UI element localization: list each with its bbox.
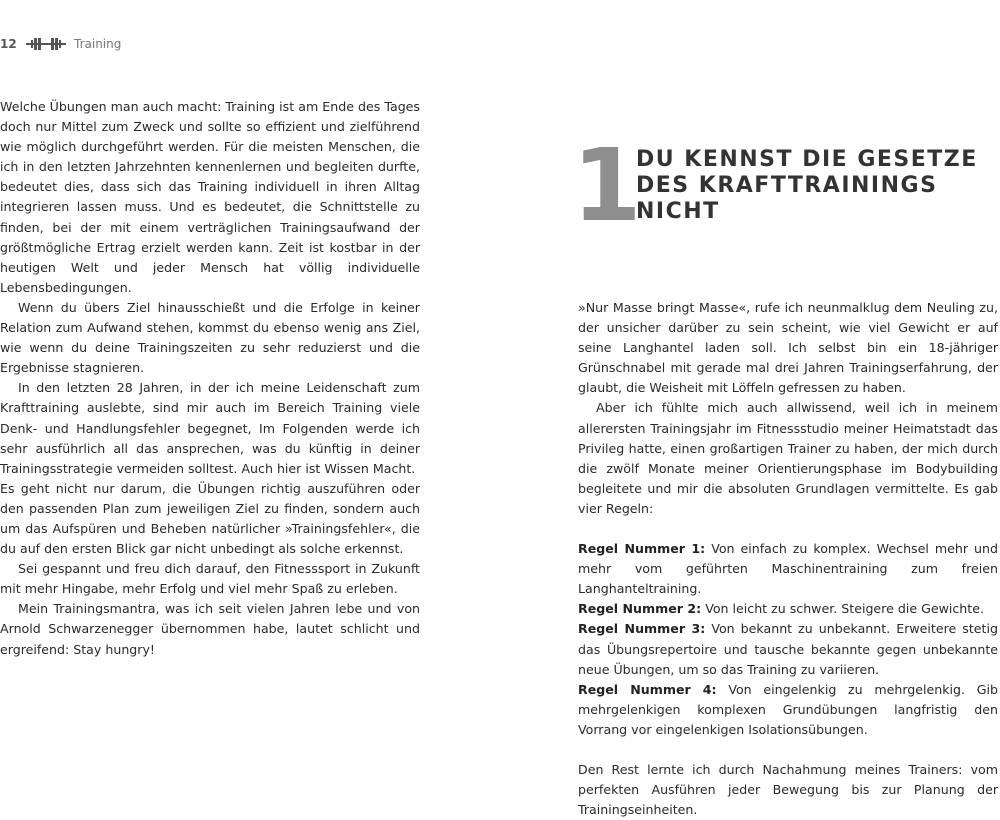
rule-text: Von einfach zu komplex. Wechsel mehr und mehr vom geführten Maschinentraining zum freien Langhanteltraining. [578, 541, 998, 597]
barbell-icon [26, 37, 66, 51]
chapter-title-line: NICHT [636, 199, 720, 224]
rule-text: Von leicht zu schwer. Steigere die Gewichte. [705, 601, 984, 617]
running-header [0, 34, 121, 54]
paragraph: Es geht nicht nur darum, die Übungen richtig auszuführen oder den passenden Plan zum jeweiligen Ziel zu finden, sondern auch um das Aufspüren und Beheben natürlicher »Trainingsfehler«, die du auf den ersten Blick gar nicht unbedingt als solche erkennst. [0, 480, 420, 557]
rule-label: Regel Nummer 2: [578, 601, 702, 617]
paragraph: »Nur Masse bringt Masse«, rufe ich neunmalklug dem Neuling zu, der unsicher darüber zu sein scheint, wie viel Gewicht er auf seine Langhantel laden soll. Ich selbst bin ein 18-jähriger Grünschnabel mit gerade mal drei Jahren Trainingserfahrung, der glaubt, die Weisheit mit Löffeln gefressen zu haben. [578, 300, 998, 396]
section-label: Training [74, 37, 122, 51]
paragraph: Welche Übungen man auch macht: Training ist am Ende des Tages doch nur Mittel zum Zweck und sollte so effizient und zielführend wie möglich durchgeführt werden. Für die meisten Menschen, die ich in den letzten Jahrzehnten kennenlernen und begleiten durfte, bedeutet dies, dass sich das Training individuell in ihren Alltag integrieren lassen muss. Und es bedeutet, die Schnittstelle zu finden, bei der mit einem verträglichen Trainingsaufwand der größtmögliche Ertrag erzielt werden kann. Zeit ist kostbar in der heutigen Welt und jeder Mensch hat völlig individuelle Lebensbedingungen. [0, 99, 420, 295]
chapter-title-line: DU KENNST DIE GESETZE [636, 147, 978, 172]
chapter-title-line: DES KRAFTTRAININGS [636, 173, 938, 198]
rule-text: Von eingelenkig zu mehrgelenkig. Gib mehrgelenkigen komplexen Grundübungen langfristig den Vorrang vor eingelenkigen Isolationsübungen. [578, 681, 998, 737]
right-text-column [578, 298, 998, 820]
rule-label: Regel Nummer 1: [578, 541, 706, 557]
paragraph: Mein Trainingsmantra, was ich seit vielen Jahren lebe und von Arnold Schwarzenegger übernommen habe, lautet schlicht und ergreifend: Stay hungry! [0, 601, 420, 657]
page-number: 12 [0, 37, 17, 51]
rule-label: Regel Nummer 4: [578, 681, 717, 697]
paragraph: Den Rest lernte ich durch Nachahmung meines Trainers: vom perfekten Ausführen jeder Bewegung bis zur Planung der Trainingseinheiten. [578, 761, 998, 818]
rule-item [578, 680, 998, 740]
chapter-number: 1 [572, 127, 638, 244]
paragraph: Sei gespannt und freu dich darauf, den Fitnesssport in Zukunft mit mehr Hingabe, mehr Erfolg und viel mehr Spaß zu erleben. [0, 561, 420, 597]
paragraph: Aber ich fühlte mich auch allwissend, weil ich in meinem allerersten Trainingsjahr im Fitnessstudio meiner Heimatstadt das Privileg hatte, einen großartigen Trainer zu haben, der mich durch die zwölf Monate meiner Orientierungsphase im Bodybuilding begleitete und mir die absoluten Grundlagen vermittelte. Es gab vier Regeln: [578, 400, 998, 516]
chapter-title [636, 147, 986, 225]
rule-label: Regel Nummer 3: [578, 621, 706, 637]
rule-item [578, 539, 998, 599]
left-text-column [0, 97, 420, 660]
rule-item [578, 599, 998, 619]
paragraph: Wenn du übers Ziel hinausschießt und die Erfolge in keiner Relation zum Aufwand stehen, kommst du ebenso wenig ans Ziel, wie wenn du deine Trainingszeiten zu sehr reduzierst und die Ergebnisse stagnieren. [0, 299, 420, 376]
rule-item [578, 619, 998, 679]
paragraph: In den letzten 28 Jahren, in der ich meine Leidenschaft zum Krafttraining auslebte, sind mir auch im Bereich Training viele Denk- und Handlungsfehler begegnet, Im Folgenden werde ich sehr ausführlich all das ansprechen, was du künftig in deiner Trainingsstrategie vermeiden solltest. Auch hier ist Wissen Macht. [0, 380, 420, 476]
rule-text: Von bekannt zu unbekannt. Erweitere stetig das Übungsrepertoire und tausche bekannte gegen unbekannte neue Übungen, um so das Training zu variieren. [578, 621, 998, 677]
